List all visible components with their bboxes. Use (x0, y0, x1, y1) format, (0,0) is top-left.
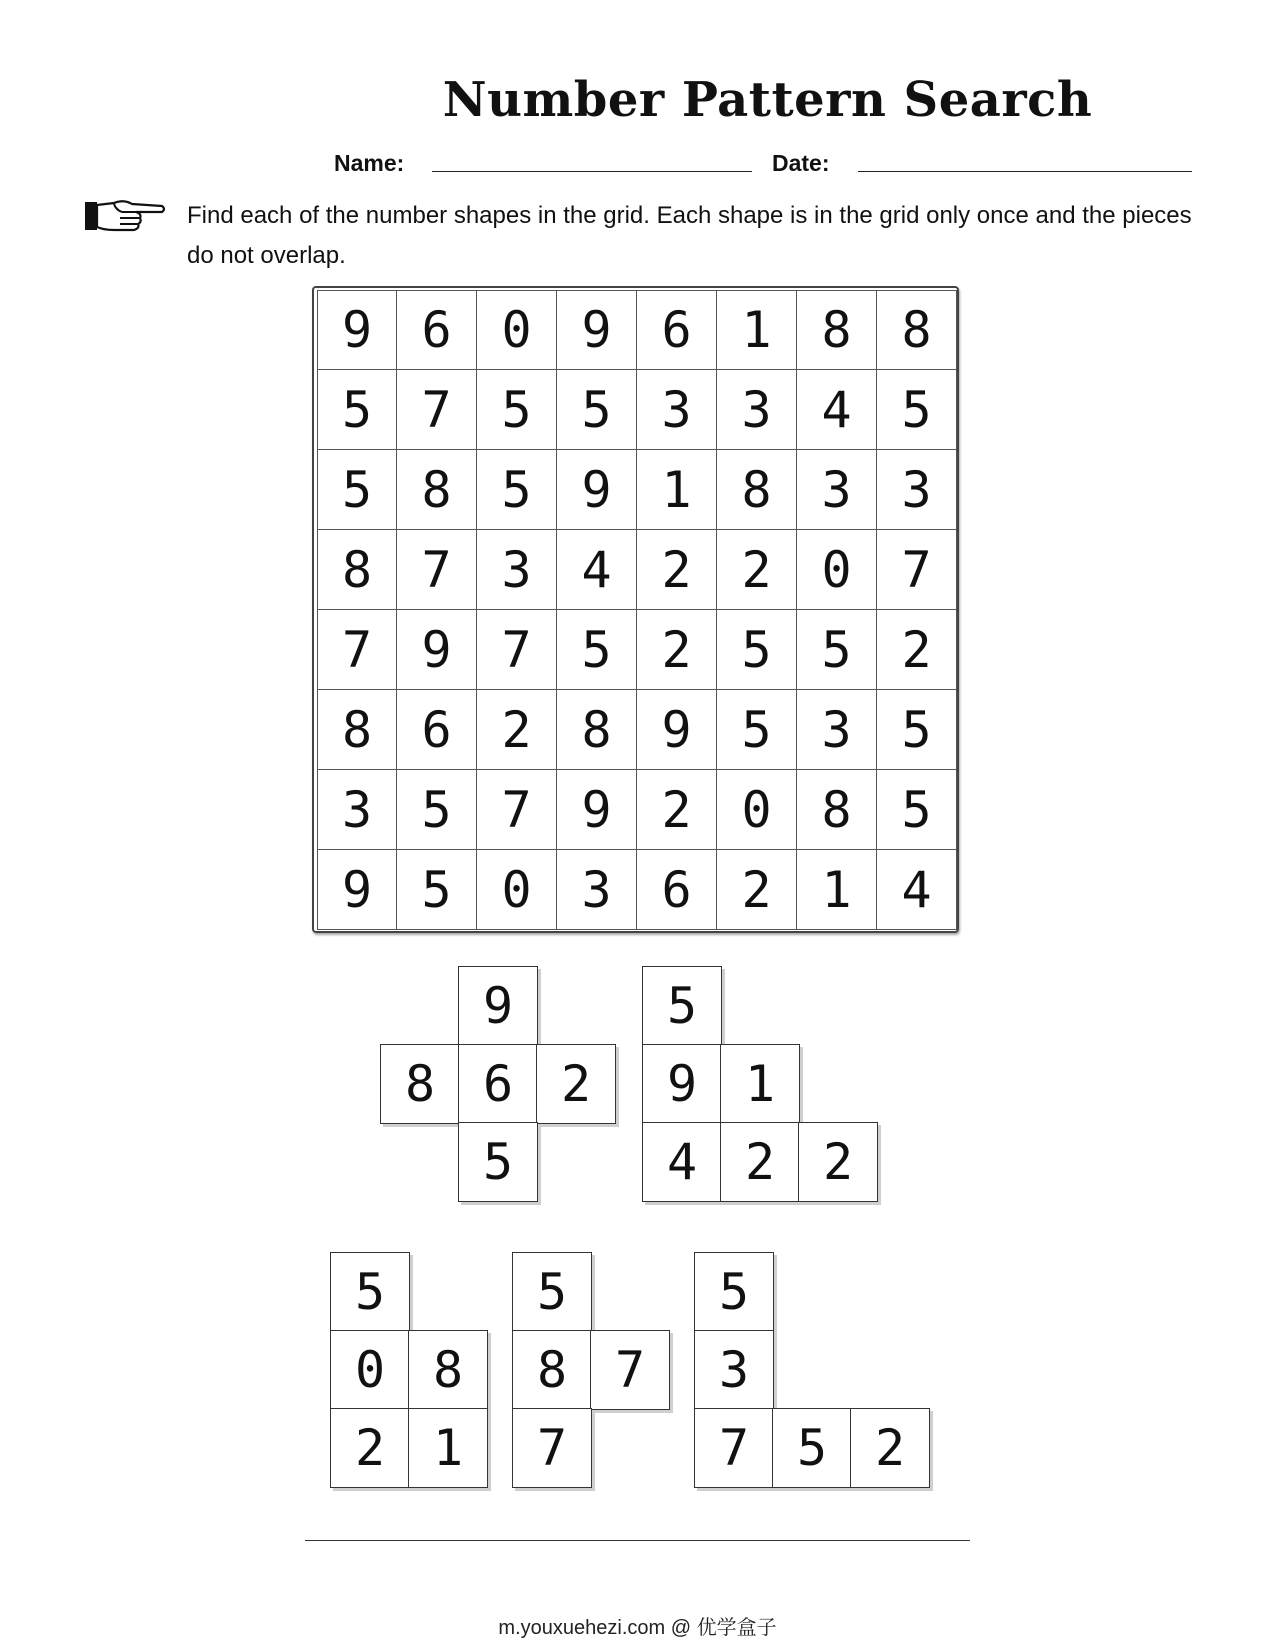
grid-cell[interactable]: 2 (877, 610, 957, 690)
shape-cell: 2 (330, 1408, 410, 1488)
footer-credit: m.youxuehezi.com @ 优学盒子 (498, 1617, 777, 1639)
grid-cell[interactable]: 8 (317, 690, 397, 770)
grid-cell[interactable]: 8 (717, 450, 797, 530)
grid-cell[interactable]: 4 (797, 370, 877, 450)
grid-cell[interactable]: 8 (797, 290, 877, 370)
shape-cell: 9 (642, 1044, 722, 1124)
grid-cell[interactable]: 9 (397, 610, 477, 690)
grid-cell[interactable]: 3 (797, 690, 877, 770)
grid-cell[interactable]: 7 (477, 610, 557, 690)
grid-cell[interactable]: 2 (477, 690, 557, 770)
grid-cell[interactable]: 8 (397, 450, 477, 530)
grid-cell[interactable]: 3 (877, 450, 957, 530)
grid-cell[interactable]: 5 (477, 450, 557, 530)
grid-cell[interactable]: 7 (397, 530, 477, 610)
grid-cell[interactable]: 3 (557, 850, 637, 930)
shape-cell: 0 (330, 1330, 410, 1410)
pointing-hand-icon (84, 196, 166, 236)
grid-cell[interactable]: 3 (637, 370, 717, 450)
shape-cell: 2 (798, 1122, 878, 1202)
grid-cell[interactable]: 6 (397, 290, 477, 370)
grid-cell[interactable]: 6 (397, 690, 477, 770)
shape-cell: 2 (720, 1122, 800, 1202)
grid-cell[interactable]: 3 (317, 770, 397, 850)
instructions: Find each of the number shapes in the grid. Each shape is in the grid only once and the pieces do not overlap. (187, 202, 1192, 269)
bottom-divider (305, 1540, 970, 1541)
shape-cell: 5 (642, 966, 722, 1046)
grid-cell[interactable]: 5 (317, 370, 397, 450)
shape-cell: 9 (458, 966, 538, 1046)
grid-cell[interactable]: 1 (797, 850, 877, 930)
grid-cell[interactable]: 3 (797, 450, 877, 530)
grid-cell[interactable]: 5 (477, 370, 557, 450)
grid-cell[interactable]: 5 (397, 770, 477, 850)
grid-cell[interactable]: 8 (317, 530, 397, 610)
shape-cell: 5 (512, 1252, 592, 1332)
grid-cell[interactable]: 1 (637, 450, 717, 530)
grid-cell[interactable]: 9 (317, 850, 397, 930)
date-field-line[interactable] (858, 171, 1192, 172)
grid-cell[interactable]: 3 (717, 370, 797, 450)
grid-cell[interactable]: 5 (317, 450, 397, 530)
grid-cell[interactable]: 9 (637, 690, 717, 770)
grid-cell[interactable]: 5 (797, 610, 877, 690)
grid-cell[interactable]: 6 (637, 290, 717, 370)
grid-cell[interactable]: 6 (637, 850, 717, 930)
shape-cell: 7 (694, 1408, 774, 1488)
grid-cell[interactable]: 5 (557, 610, 637, 690)
grid-cell[interactable]: 5 (877, 690, 957, 770)
grid-cell[interactable]: 1 (717, 290, 797, 370)
shape-cell: 7 (512, 1408, 592, 1488)
grid-cell[interactable]: 0 (797, 530, 877, 610)
grid-cell[interactable]: 5 (557, 370, 637, 450)
grid-cell[interactable]: 9 (557, 770, 637, 850)
shape-cell: 3 (694, 1330, 774, 1410)
grid-cell[interactable]: 5 (717, 690, 797, 770)
shape-cell: 5 (330, 1252, 410, 1332)
grid-cell[interactable]: 0 (477, 850, 557, 930)
grid-cell[interactable]: 7 (877, 530, 957, 610)
grid-cell[interactable]: 8 (877, 290, 957, 370)
number-grid (317, 290, 957, 930)
grid-cell[interactable]: 8 (557, 690, 637, 770)
grid-cell[interactable]: 2 (717, 850, 797, 930)
shape-cell: 6 (458, 1044, 538, 1124)
grid-cell[interactable]: 7 (477, 770, 557, 850)
grid-cell[interactable]: 3 (477, 530, 557, 610)
grid-cell[interactable]: 2 (717, 530, 797, 610)
grid-cell[interactable]: 8 (797, 770, 877, 850)
grid-cell[interactable]: 4 (557, 530, 637, 610)
grid-cell[interactable]: 9 (557, 290, 637, 370)
grid-cell[interactable]: 0 (477, 290, 557, 370)
shape-cell: 4 (642, 1122, 722, 1202)
grid-cell[interactable]: 5 (717, 610, 797, 690)
shape-cell: 5 (458, 1122, 538, 1202)
name-field-line[interactable] (432, 171, 752, 172)
grid-cell[interactable]: 2 (637, 610, 717, 690)
grid-cell[interactable]: 2 (637, 530, 717, 610)
grid-cell[interactable]: 7 (397, 370, 477, 450)
grid-cell[interactable]: 2 (637, 770, 717, 850)
shape-cell: 8 (408, 1330, 488, 1410)
grid-cell[interactable]: 4 (877, 850, 957, 930)
shape-cell: 1 (408, 1408, 488, 1488)
grid-cell[interactable]: 0 (717, 770, 797, 850)
name-label: Name: (334, 150, 405, 176)
shape-cell: 5 (772, 1408, 852, 1488)
grid-cell[interactable]: 5 (397, 850, 477, 930)
grid-cell[interactable]: 9 (557, 450, 637, 530)
date-label: Date: (772, 150, 830, 176)
grid-cell[interactable]: 7 (317, 610, 397, 690)
page-title: Number Pattern Search (442, 72, 1093, 128)
grid-cell[interactable]: 9 (317, 290, 397, 370)
shape-cell: 8 (512, 1330, 592, 1410)
grid-cell[interactable]: 5 (877, 370, 957, 450)
shape-cell: 1 (720, 1044, 800, 1124)
shape-cell: 8 (380, 1044, 460, 1124)
shape-cell: 5 (694, 1252, 774, 1332)
shape-cell: 2 (536, 1044, 616, 1124)
shape-cell: 7 (590, 1330, 670, 1410)
grid-cell[interactable]: 5 (877, 770, 957, 850)
shape-cell: 2 (850, 1408, 930, 1488)
